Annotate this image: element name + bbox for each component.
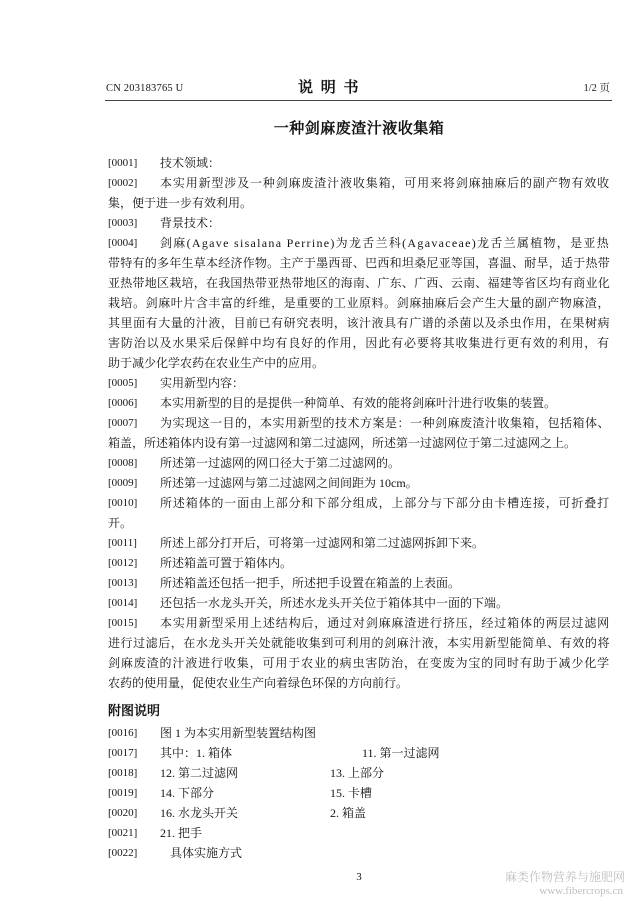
paragraph-line: 背景技术： — [160, 216, 221, 230]
legend-item: 2. 箱盖 — [330, 806, 367, 820]
legend-item: 11. 第一过滤网 — [362, 746, 440, 760]
paragraph-line: 栽培。剑麻叶片含丰富的纤维，是重要的工业原料。剑麻抽麻后会产生大量的副产物麻渣， — [108, 296, 610, 310]
paragraph-line: 还包括一水龙头开关，所述水龙头开关位于箱体其中一面的下端。 — [160, 596, 509, 610]
paragraph-line: 所述箱盖还包括一把手，所述把手设置在箱盖的上表面。 — [160, 576, 461, 590]
legend-item: 21. 把手 — [160, 826, 203, 840]
paragraph-number: [0008] — [108, 457, 138, 469]
paragraph-0015 — [108, 613, 610, 693]
paragraph-line: 本实用新型采用上述结构后，通过对剑麻麻渣进行挤压，经过箱体的两层过滤网 — [160, 616, 610, 630]
paragraph-line: 技术领域： — [160, 156, 221, 170]
paragraph-number: [0020] — [108, 807, 138, 819]
paragraph-0006 — [108, 393, 610, 413]
paragraph-0005 — [108, 373, 610, 393]
paragraph-line: 剑麻废渣的汁液进行收集，可用于农业的病虫害防治，在变废为宝的同时有助于减少化学 — [108, 656, 610, 670]
paragraph-number: [0017] — [108, 747, 138, 759]
legend-item: 其中：1. 箱体 — [160, 746, 233, 760]
paragraph-0001 — [108, 153, 610, 173]
paragraph-0007 — [108, 413, 610, 453]
document-type: 说 明 书 — [298, 80, 361, 96]
paragraph-0008 — [108, 453, 610, 473]
watermark-url: www.fibercrops.cn — [539, 885, 623, 897]
paragraph-line: 其里面有大量的汁液，目前已有研究表明，该汁液具有广谱的杀菌以及杀虫作用，在果树病 — [108, 316, 610, 330]
watermark-site-name: 麻类作物营养与施肥网 — [504, 870, 625, 884]
paragraph-number: [0002] — [108, 177, 138, 189]
paragraph-0009 — [108, 473, 610, 493]
legend-row-0017 — [108, 743, 610, 763]
paragraph-number: [0009] — [108, 477, 138, 489]
paragraph-line: 所述箱体的一面由上部分和下部分组成，上部分与下部分由卡槽连接，可折叠打 — [160, 496, 610, 510]
paragraph-number: [0001] — [108, 157, 138, 169]
paragraph-line: 带特有的多年生草本经济作物。主产于墨西哥、巴西和坦桑尼亚等国，喜温、耐旱，适于热带 — [108, 256, 610, 270]
paragraph-0011 — [108, 533, 610, 553]
paragraph-number: [0022] — [108, 847, 138, 859]
paragraph-number: [0021] — [108, 827, 138, 839]
paragraph-0004 — [108, 233, 610, 373]
figures-legend — [108, 723, 610, 863]
paragraph-line: 害防治以及水果采后保鲜中均有良好的作用，因此有必要将其收集进行更有效的利用，有 — [108, 336, 610, 350]
header-rule — [105, 100, 612, 101]
legend-row-0019 — [108, 783, 610, 803]
document-title: 一种剑麻废渣汁液收集箱 — [273, 121, 445, 137]
paragraph-0010 — [108, 493, 610, 533]
paragraph-number: [0019] — [108, 787, 138, 799]
figures-section-heading: 附图说明 — [108, 703, 161, 718]
paragraph-number: [0014] — [108, 597, 138, 609]
paragraph-line: 农药的使用量，促使农业生产向着绿色环保的方向前行。 — [108, 676, 409, 690]
paragraph-line: 剑麻(Agave sisalana Perrine)为龙舌兰科(Agavaceae)龙舌兰属植物，是亚热 — [160, 236, 610, 250]
description-body — [108, 153, 610, 693]
paragraph-line: 进行过滤后，在水龙头开关处就能收集到可利用的剑麻汁液，本实用新型能简单、有效的将 — [108, 636, 610, 650]
paragraph-line: 箱盖，所述箱体内设有第一过滤网和第二过滤网，所述第一过滤网位于第二过滤网之上。 — [108, 436, 577, 450]
paragraph-0002 — [108, 173, 610, 213]
paragraph-number: [0005] — [108, 377, 138, 389]
legend-item: 图 1 为本实用新型装置结构图 — [160, 726, 317, 740]
legend-row-0018 — [108, 763, 610, 783]
legend-item: 12. 第二过滤网 — [160, 766, 239, 780]
paragraph-line: 本实用新型的目的是提供一种简单、有效的能将剑麻叶汁进行收集的装置。 — [160, 396, 557, 410]
legend-item: 13. 上部分 — [330, 766, 385, 780]
paragraph-number: [0004] — [108, 237, 138, 249]
paragraph-line: 集，便于进一步有效利用。 — [108, 196, 253, 210]
legend-item: 14. 下部分 — [160, 786, 215, 800]
legend-row-0021 — [108, 823, 610, 843]
paragraph-number: [0010] — [108, 497, 138, 509]
paragraph-number: [0018] — [108, 767, 138, 779]
page-number: 3 — [356, 871, 362, 883]
page-indicator: 1/2 页 — [583, 83, 610, 94]
paragraph-line: 亚热带地区栽培，在我国热带亚热带地区的海南、广东、广西、云南、福建等省区均有商业化 — [108, 276, 610, 290]
paragraph-line: 开。 — [108, 516, 133, 530]
paragraph-number: [0012] — [108, 557, 138, 569]
paragraph-number: [0003] — [108, 217, 138, 229]
paragraph-0013 — [108, 573, 610, 593]
paragraph-line: 为实现这一目的，本实用新型的技术方案是：一种剑麻废渣汁收集箱，包括箱体、 — [160, 416, 610, 430]
paragraph-number: [0016] — [108, 727, 138, 739]
paragraph-number: [0013] — [108, 577, 138, 589]
paragraph-number: [0007] — [108, 417, 138, 429]
paragraph-line: 所述箱盖可置于箱体内。 — [160, 556, 293, 570]
paragraph-line: 所述第一过滤网与第二过滤网之间间距为 10cm。 — [160, 476, 418, 490]
legend-row-0020 — [108, 803, 610, 823]
paragraph-line: 所述第一过滤网的网口径大于第二过滤网的。 — [160, 456, 401, 470]
paragraph-line: 实用新型内容： — [160, 376, 245, 390]
paragraph-0014 — [108, 593, 610, 613]
paragraph-line: 所述上部分打开后，可将第一过滤网和第二过滤网拆卸下来。 — [160, 536, 485, 550]
legend-row-0022 — [108, 843, 610, 863]
section-title-embodiment: 具体实施方式 — [170, 846, 243, 860]
publication-number: CN 203183765 U — [106, 83, 184, 94]
paragraph-0003 — [108, 213, 610, 233]
legend-item: 16. 水龙头开关 — [160, 806, 239, 820]
paragraph-line: 助于减少化学农药在农业生产中的应用。 — [108, 356, 325, 370]
legend-item: 15. 卡槽 — [330, 786, 373, 800]
paragraph-number: [0015] — [108, 617, 138, 629]
legend-row-0016 — [108, 723, 610, 743]
paragraph-number: [0011] — [108, 537, 137, 549]
paragraph-number: [0006] — [108, 397, 138, 409]
paragraph-0012 — [108, 553, 610, 573]
paragraph-line: 本实用新型涉及一种剑麻废渣汁液收集箱，可用来将剑麻抽麻后的副产物有效收 — [160, 176, 610, 190]
